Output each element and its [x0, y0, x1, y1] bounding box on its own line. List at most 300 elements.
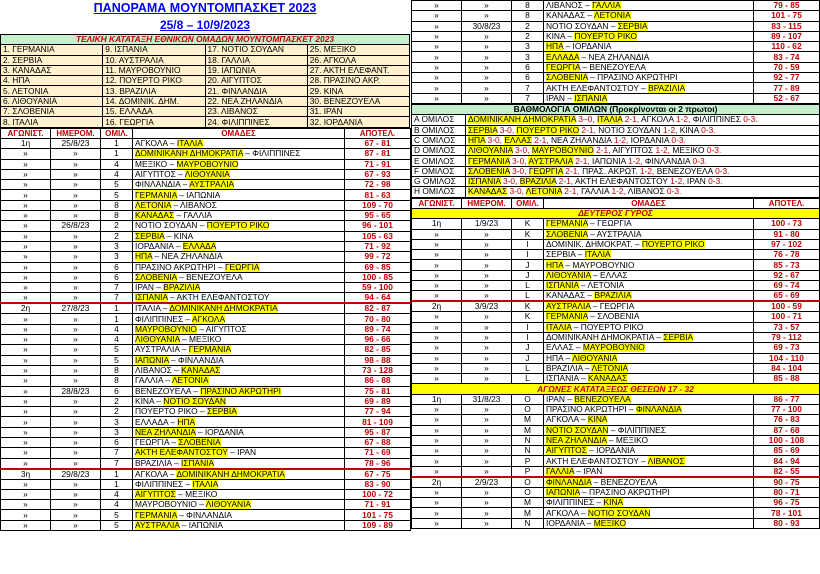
match-score: 109 - 89 — [345, 520, 411, 530]
match-row — [1, 169, 411, 179]
match-round: » — [1, 252, 51, 262]
match-score: 70 - 80 — [345, 314, 411, 324]
match-score: 95 - 87 — [345, 427, 411, 437]
match-group: 8 — [101, 376, 133, 386]
match-date: 30/8/23 — [462, 21, 512, 31]
away-team: ΔΟΜΙΝΙΚΑΝΗ ΔΗΜΟΚΡΑΤΙΑ — [176, 468, 285, 479]
match-date: » — [462, 83, 512, 93]
match-round: » — [1, 500, 51, 510]
qualified-team-1-record: 3-0, — [497, 125, 517, 135]
away-team: ΜΕΞΙΚΟ — [615, 435, 649, 446]
team-separator: – — [176, 189, 187, 200]
home-team: ΓΕΩΡΓΙΑ — [546, 62, 581, 72]
team-separator: – — [638, 455, 648, 466]
match-teams — [544, 498, 754, 508]
team-separator: – — [164, 231, 174, 241]
match-date: » — [462, 291, 512, 302]
match-score: 73 - 57 — [754, 322, 820, 332]
away-team: ΙΑΠΩΝΙΑ — [188, 520, 223, 530]
home-team: ΑΙΓΥΠΤΟΣ — [135, 489, 176, 500]
match-group: 5 — [101, 180, 133, 190]
home-team: ΑΥΣΤΡΑΛΙΑ — [546, 301, 591, 312]
match-group: 3 — [101, 417, 133, 427]
match-row — [1, 407, 411, 417]
match-date: 31/8/23 — [462, 394, 512, 404]
match-teams — [133, 190, 345, 200]
match-group: Ο — [512, 477, 544, 488]
home-team: ΝΟΤΙΟ ΣΟΥΔΑΝ — [546, 425, 609, 435]
match-score: 83 - 74 — [754, 52, 820, 62]
match-date: » — [51, 231, 101, 241]
match-round: » — [412, 466, 462, 477]
home-team: ΦΙΛΙΠΠΙΝΕΣ — [135, 479, 184, 489]
match-teams — [133, 169, 345, 179]
match-row — [412, 239, 820, 249]
match-round: » — [1, 272, 51, 282]
match-round: 2η — [1, 303, 51, 314]
match-group: Ι — [512, 250, 544, 260]
match-group: 6 — [512, 73, 544, 83]
match-row — [412, 425, 820, 435]
col-date: ΗΜΕΡΟΜ. — [462, 198, 512, 208]
team-separator: – — [579, 487, 590, 497]
team-separator: – — [571, 322, 581, 332]
match-teams — [133, 448, 345, 458]
match-row — [1, 262, 411, 272]
team-separator: – — [167, 292, 177, 303]
page-title: ΠΑΝΟΡΑΜΑ ΜΟΥΝΤΟΜΠΑΣΚΕΤ 2023 — [93, 1, 317, 15]
home-team: ΓΕΩΡΓΙΑ — [135, 437, 170, 448]
away-team: ΔΟΜΙΝΙΚΑΝΗ ΔΗΜΟΚΡΑΤΙΑ — [169, 303, 278, 314]
match-teams — [544, 219, 754, 229]
third-team-record: 1-2, — [609, 186, 628, 197]
home-team: ΒΡΑΖΙΛΙΑ — [546, 363, 583, 373]
away-team: ΑΥΣΤΡΑΛΙΑ — [189, 179, 235, 190]
match-date: » — [462, 343, 512, 353]
team-separator: – — [587, 229, 597, 239]
match-score: 71 - 91 — [345, 500, 411, 510]
home-team: ΙΣΠΑΝΙΑ — [546, 280, 579, 291]
match-row — [1, 365, 411, 375]
match-date: » — [462, 508, 512, 518]
match-group: Ρ — [512, 466, 544, 477]
match-row — [1, 376, 411, 386]
match-date: » — [462, 498, 512, 508]
match-date: » — [462, 281, 512, 291]
match-score: 79 - 85 — [754, 1, 820, 11]
match-teams — [133, 149, 345, 159]
away-team: ΣΕΡΒΙΑ — [663, 332, 694, 343]
match-score: 98 - 88 — [345, 355, 411, 365]
match-teams — [544, 322, 754, 332]
match-date: 26/8/23 — [51, 221, 101, 231]
match-group: Ι — [512, 322, 544, 332]
ranking-cell: 12. ΠΟΥΕΡΤΟ ΡΙΚΟ — [103, 76, 205, 86]
match-round: » — [412, 291, 462, 302]
match-teams — [133, 314, 345, 324]
match-group: Μ — [512, 498, 544, 508]
team-separator: – — [180, 179, 190, 190]
match-score: 84 - 104 — [754, 363, 820, 373]
match-teams — [133, 231, 345, 241]
match-group: 5 — [101, 190, 133, 200]
away-team: ΙΑΠΩΝΙΑ — [186, 189, 221, 200]
group-row — [412, 156, 820, 166]
ranking-cell: 6. ΛΙΘΟΥΑΝΙΑ — [1, 96, 103, 106]
match-teams — [544, 394, 754, 404]
away-team: ΓΕΡΜΑΝΙΑ — [188, 344, 232, 355]
group-row — [412, 135, 820, 145]
match-teams — [133, 489, 345, 499]
ranking-cell: 29. ΚΙΝΑ — [307, 86, 409, 96]
ranking-row — [1, 117, 410, 127]
match-date: » — [462, 446, 512, 456]
match-row — [1, 355, 411, 365]
home-team: ΓΑΛΛΙΑ — [135, 375, 164, 386]
qualified-team-2-record: 2-1, — [561, 186, 582, 197]
away-team: ΜΑΥΡΟΒΟΥΝΙΟ — [572, 259, 635, 270]
match-group: 5 — [101, 520, 133, 530]
match-round: » — [1, 489, 51, 499]
group-row — [412, 125, 820, 135]
match-round: » — [1, 221, 51, 231]
fourth-team-record: 0-3. — [705, 176, 723, 187]
match-teams — [544, 425, 754, 435]
match-date: » — [462, 456, 512, 466]
match-score: 67 - 93 — [345, 169, 411, 179]
col-score: ΑΠΟΤΕΛ. — [754, 198, 820, 208]
match-round: » — [412, 518, 462, 528]
match-score: 80 - 93 — [754, 518, 820, 528]
away-team: ΓΑΛΛΙΑ — [592, 0, 621, 11]
match-teams — [544, 477, 754, 488]
match-score: 101 - 75 — [345, 510, 411, 520]
match-row — [1, 489, 411, 499]
match-date: » — [51, 200, 101, 210]
match-round: » — [1, 407, 51, 417]
home-team: ΓΕΡΜΑΝΙΑ — [135, 189, 177, 200]
match-teams — [544, 52, 754, 62]
team-separator: – — [578, 280, 588, 291]
away-team: ΦΙΝΛΑΝΔΙΑ — [635, 404, 682, 415]
match-score: 104 - 110 — [754, 353, 820, 363]
away-team: ΗΠΑ — [177, 416, 196, 427]
away-team: ΦΙΝΛΑΝΔΙΑ — [178, 355, 224, 365]
away-team: ΚΙΝΑ — [173, 231, 194, 241]
home-team: ΕΛΛΑΣ — [546, 342, 574, 353]
match-row — [412, 270, 820, 280]
team-separator: – — [175, 489, 186, 500]
match-score: 73 - 128 — [345, 365, 411, 375]
team-separator: – — [632, 239, 642, 249]
match-teams — [133, 221, 345, 231]
match-teams — [544, 229, 754, 239]
match-teams — [133, 293, 345, 304]
col-date: ΗΜΕΡΟΜ. — [51, 128, 101, 138]
match-teams — [133, 200, 345, 210]
away-team: ΦΙΛΙΠΠΙΝΕΣ — [252, 148, 301, 159]
team-separator: – — [227, 447, 238, 458]
team-separator: – — [195, 427, 205, 437]
match-round: » — [412, 508, 462, 518]
team-separator: – — [176, 509, 187, 520]
match-teams — [544, 404, 754, 414]
qualified-team-2: ΓΕΩΡΓΙΑ — [528, 166, 563, 176]
match-date: » — [51, 489, 101, 499]
match-date: » — [51, 314, 101, 324]
match-round: » — [412, 83, 462, 93]
column-header-row — [1, 128, 411, 138]
match-round: » — [1, 180, 51, 190]
ranking-cell: 2. ΣΕΡΒΙΑ — [1, 55, 103, 65]
match-date: » — [51, 448, 101, 458]
match-group: Ι — [512, 239, 544, 249]
away-team: ΠΡΑΣΙΝΟ ΑΚΡΩΤΗΡΙ — [200, 386, 281, 396]
home-team: ΠΟΥΕΡΤΟ ΡΙΚΟ — [135, 406, 198, 417]
home-team: ΣΕΡΒΙΑ — [546, 249, 576, 260]
qualified-team-2-record: 2-1, — [579, 125, 599, 135]
match-round: » — [412, 312, 462, 322]
match-teams — [544, 270, 754, 280]
match-score: 78 - 101 — [754, 508, 820, 518]
match-score: 110 - 62 — [754, 42, 820, 52]
match-teams — [544, 374, 754, 384]
team-separator: – — [578, 414, 588, 425]
col-round: ΑΓΩΝΙΣΤ. — [1, 128, 51, 138]
match-date: » — [462, 93, 512, 103]
match-date: 27/8/23 — [51, 303, 101, 314]
match-round: » — [412, 21, 462, 31]
match-round: » — [1, 241, 51, 251]
match-round: » — [412, 487, 462, 497]
match-teams — [544, 456, 754, 466]
home-team: ΑΥΣΤΡΑΛΙΑ — [135, 344, 180, 355]
match-row — [1, 448, 411, 458]
group-name: Ε ΟΜΙΛΟΣ — [412, 156, 466, 166]
match-round: » — [412, 332, 462, 342]
match-date: » — [462, 1, 512, 11]
match-date: » — [462, 270, 512, 280]
match-round: » — [1, 190, 51, 200]
team-separator: – — [606, 435, 616, 446]
away-team: ΙΟΡΔΑΝΙΑ — [204, 427, 244, 437]
match-row — [412, 312, 820, 322]
home-team: ΦΙΝΛΑΝΔΙΑ — [546, 476, 592, 487]
match-group: 1 — [101, 469, 133, 480]
match-date: » — [462, 312, 512, 322]
col-score: ΑΠΟΤΕΛ. — [345, 128, 411, 138]
team-separator: – — [171, 200, 181, 210]
team-separator: – — [154, 396, 164, 406]
match-score: 78 - 96 — [345, 458, 411, 469]
match-group: 6 — [101, 272, 133, 282]
ranking-row — [1, 76, 410, 86]
match-round: » — [412, 270, 462, 280]
match-teams — [133, 407, 345, 417]
home-team: ΔΟΜΙΝΙΚΑΝΗ ΔΗΜΟΚΡΑΤΙΑ — [546, 332, 654, 343]
match-teams — [133, 159, 345, 169]
match-date: 28/8/23 — [51, 386, 101, 396]
qualified-team-1-record: 3-0, — [509, 155, 529, 166]
ranking-cell: 14. ΔΟΜΙΝΙΚ. ΔΗΜ. — [103, 96, 205, 106]
ranking-cell: 13. ΒΡΑΖΙΛΙΑ — [103, 86, 205, 96]
ranking-cell: 28. ΠΡΑΣΙΝΟ ΑΚΡ. — [307, 76, 409, 86]
third-team: ΓΑΛΛΙΑ — [581, 186, 610, 197]
match-round: » — [412, 456, 462, 466]
match-teams — [133, 272, 345, 282]
fourth-team-record: 0-3. — [698, 125, 716, 135]
team-separator: – — [183, 313, 193, 324]
match-row — [412, 11, 820, 21]
match-round: » — [412, 353, 462, 363]
home-team: ΜΕΞΙΚΟ — [135, 159, 168, 169]
match-row — [1, 500, 411, 510]
match-teams — [544, 93, 754, 103]
match-score: 77 - 89 — [754, 83, 820, 93]
match-row — [412, 260, 820, 270]
group-name: Β ΟΜΙΛΟΣ — [412, 125, 466, 135]
home-team: ΚΑΝΑΔΑΣ — [135, 210, 175, 221]
match-score: 87 - 81 — [345, 149, 411, 159]
match-teams — [133, 283, 345, 293]
home-team: ΗΠΑ — [546, 353, 564, 363]
match-group: 8 — [512, 1, 544, 11]
home-team: ΑΙΓΥΠΤΟΣ — [546, 445, 587, 456]
third-team: ΝΕΑ ΖΗΛΑΝΔΙΑ — [550, 135, 612, 145]
home-team: ΛΙΒΑΝΟΣ — [546, 0, 583, 11]
home-team: ΝΕΑ ΖΗΛΑΝΔΙΑ — [546, 435, 607, 446]
match-row — [412, 52, 820, 62]
match-row — [1, 231, 411, 241]
home-team: ΜΑΥΡΟΒΟΥΝΙΟ — [135, 324, 197, 334]
match-group: 8 — [101, 365, 133, 375]
away-team: ΚΑΝΑΔΑΣ — [587, 373, 628, 384]
match-round: » — [412, 374, 462, 384]
home-team: ΦΙΝΛΑΝΔΙΑ — [135, 179, 181, 190]
team-separator: – — [242, 148, 253, 159]
qualified-team-2: ΠΟΥΕΡΤΟ ΡΙΚΟ — [516, 125, 580, 135]
match-row — [412, 73, 820, 83]
match-group: 7 — [101, 448, 133, 458]
match-group: Ο — [512, 487, 544, 497]
match-teams — [133, 386, 345, 396]
team-separator: – — [591, 476, 601, 487]
team-separator: – — [168, 416, 178, 427]
match-teams — [544, 353, 754, 363]
match-teams — [133, 241, 345, 251]
away-team: ΑΓΚΟΛΑ — [192, 313, 226, 324]
match-row — [1, 190, 411, 200]
match-group: Κ — [512, 312, 544, 322]
classification-header: ΑΓΩΝΕΣ ΚΑΤΑΤΑΞΕΩΣ ΘΕΣΕΩΝ 17 - 32 — [412, 384, 820, 394]
match-date: » — [462, 332, 512, 342]
match-teams — [133, 365, 345, 375]
match-score: 89 - 107 — [754, 31, 820, 41]
away-team: ΙΡΑΝ — [583, 466, 603, 476]
away-team: ΒΕΝΕΖΟΥΕΛΑ — [574, 394, 631, 404]
away-team: ΠΟΥΕΡΤΟ ΡΙΚΟ — [580, 322, 644, 332]
match-round: » — [1, 448, 51, 458]
match-score: 86 - 88 — [345, 376, 411, 386]
ranking-cell: 24. ΦΙΛΙΠΠΙΝΕΣ — [205, 117, 307, 127]
match-group: 5 — [101, 510, 133, 520]
match-row — [1, 314, 411, 324]
qualified-team-1-record: 3-0, — [500, 176, 520, 187]
ranking-cell: 25. ΜΕΞΙΚΟ — [307, 45, 409, 55]
group-standing — [466, 135, 820, 145]
match-row — [1, 159, 411, 169]
match-teams — [544, 363, 754, 373]
home-team: ΙΤΑΛΙΑ — [135, 303, 161, 314]
home-team: ΜΑΥΡΟΒΟΥΝΙΟ — [135, 499, 197, 510]
match-date: » — [462, 425, 512, 435]
team-separator: – — [638, 82, 649, 93]
match-score: 79 - 112 — [754, 332, 820, 342]
away-team: ΑΥΣΤΡΑΛΙΑ — [596, 229, 642, 239]
ranking-cell: 32. ΙΟΡΔΑΝΙΑ — [307, 117, 409, 127]
match-score: 85 - 88 — [754, 374, 820, 384]
match-group: 1 — [101, 479, 133, 489]
match-date: » — [462, 62, 512, 72]
match-date: » — [462, 250, 512, 260]
match-date: » — [51, 293, 101, 304]
group-row — [412, 187, 820, 197]
ranking-cell: 8. ΙΤΑΛΙΑ — [1, 117, 103, 127]
match-group: Μ — [512, 415, 544, 425]
match-row — [412, 446, 820, 456]
home-team: ΚΑΝΑΔΑΣ — [546, 290, 586, 301]
match-group: 3 — [101, 252, 133, 262]
match-row — [1, 200, 411, 210]
group-name: F ΟΜΙΛΟΣ — [412, 166, 466, 176]
third-team-record: 1-2, — [660, 125, 680, 135]
away-team: ΛΕΤΟΝΙΑ — [171, 375, 209, 386]
match-date: » — [51, 510, 101, 520]
match-group: Ρ — [512, 456, 544, 466]
match-group: L — [512, 281, 544, 291]
match-date: » — [51, 520, 101, 530]
match-round: » — [1, 386, 51, 396]
ranking-cell: 3. ΚΑΝΑΔΑΣ — [1, 65, 103, 75]
match-date: » — [51, 211, 101, 221]
match-date: » — [462, 260, 512, 270]
match-row — [412, 498, 820, 508]
away-team: ΠΡΑΣΙΝΟ ΑΚΡΩΤΗΡΙ — [597, 72, 678, 83]
group-standings-header: ΒΑΘΜΟΛΟΓΙΑ ΟΜΙΛΩΝ (Προκρίνονται οι 2 πρωτοι) — [412, 104, 820, 114]
group-standing — [466, 187, 820, 197]
ranking-cell: 15. ΕΛΛΑΔΑ — [103, 107, 205, 117]
match-date: » — [51, 190, 101, 200]
match-score: 82 - 55 — [754, 466, 820, 477]
match-round: 2η — [412, 477, 462, 488]
away-team: ΓΕΩΡΓΙΑ — [597, 218, 632, 229]
match-date: » — [51, 159, 101, 169]
team-separator: – — [578, 507, 588, 518]
match-score: 67 - 75 — [345, 469, 411, 480]
match-date: » — [51, 407, 101, 417]
fourth-team-record: 0-3. — [704, 145, 722, 156]
match-score: 97 - 102 — [754, 239, 820, 249]
group-name: Η ΟΜΙΛΟΣ — [412, 187, 466, 197]
match-date: 2/9/23 — [462, 477, 512, 488]
away-team: ΝΕΑ ΖΗΛΑΝΔΙΑ — [588, 51, 650, 62]
match-teams — [544, 291, 754, 302]
home-team: ΙΑΠΩΝΙΑ — [546, 487, 580, 497]
match-teams — [133, 345, 345, 355]
home-team: ΓΕΡΜΑΝΙΑ — [546, 311, 588, 322]
team-separator: – — [564, 93, 575, 103]
match-round: » — [1, 283, 51, 293]
